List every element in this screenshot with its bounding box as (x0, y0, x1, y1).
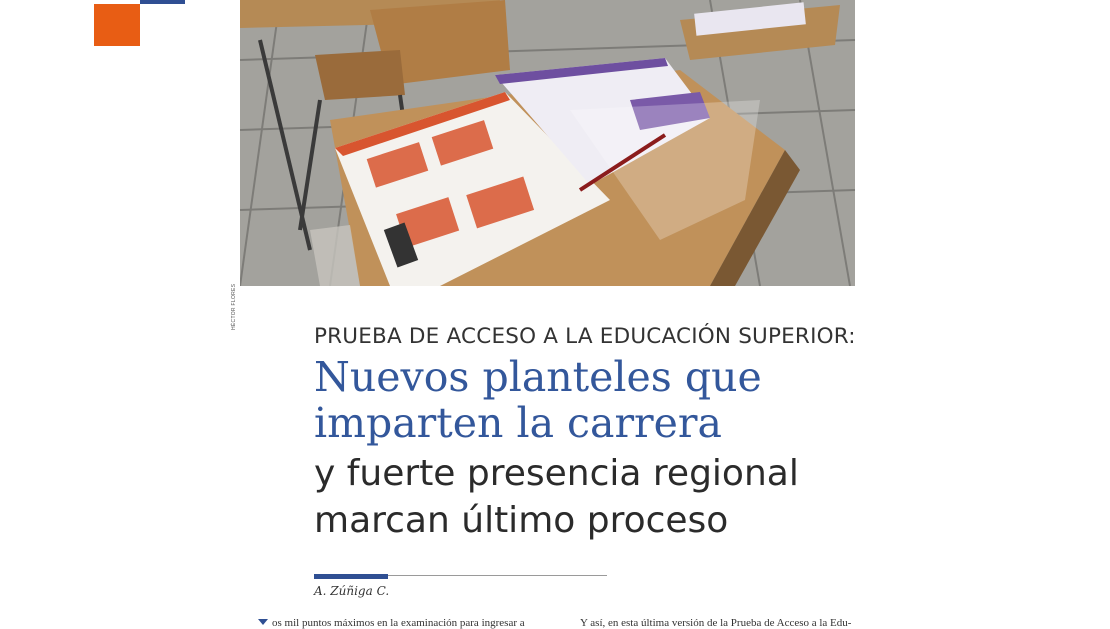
title-dark-line-2: marcan último proceso (314, 500, 729, 541)
article-photo (240, 0, 855, 286)
article-title-blue (314, 354, 854, 446)
brand-logo-bar (140, 0, 185, 4)
article-author: A. Zúñiga C. (314, 584, 390, 598)
byline-accent-bar (314, 574, 388, 579)
article-title-dark (314, 450, 854, 544)
brand-logo-square (94, 4, 140, 46)
photo-credit: HÉCTOR FLORES (231, 283, 237, 330)
title-blue-line-2: imparten la carrera (314, 399, 722, 447)
title-dark-line-1: y fuerte presencia regional (314, 453, 799, 494)
dropcap-marker (258, 619, 268, 625)
title-blue-line-1: Nuevos planteles que (314, 353, 762, 401)
body-column-left-line: os mil puntos máximos en la examinación para ingresar a (272, 617, 525, 629)
article-kicker: PRUEBA DE ACCESO A LA EDUCACIÓN SUPERIOR: (314, 324, 856, 349)
body-column-right-line: Y así, en esta última versión de la Prueba de Acceso a la Edu- (580, 617, 852, 629)
